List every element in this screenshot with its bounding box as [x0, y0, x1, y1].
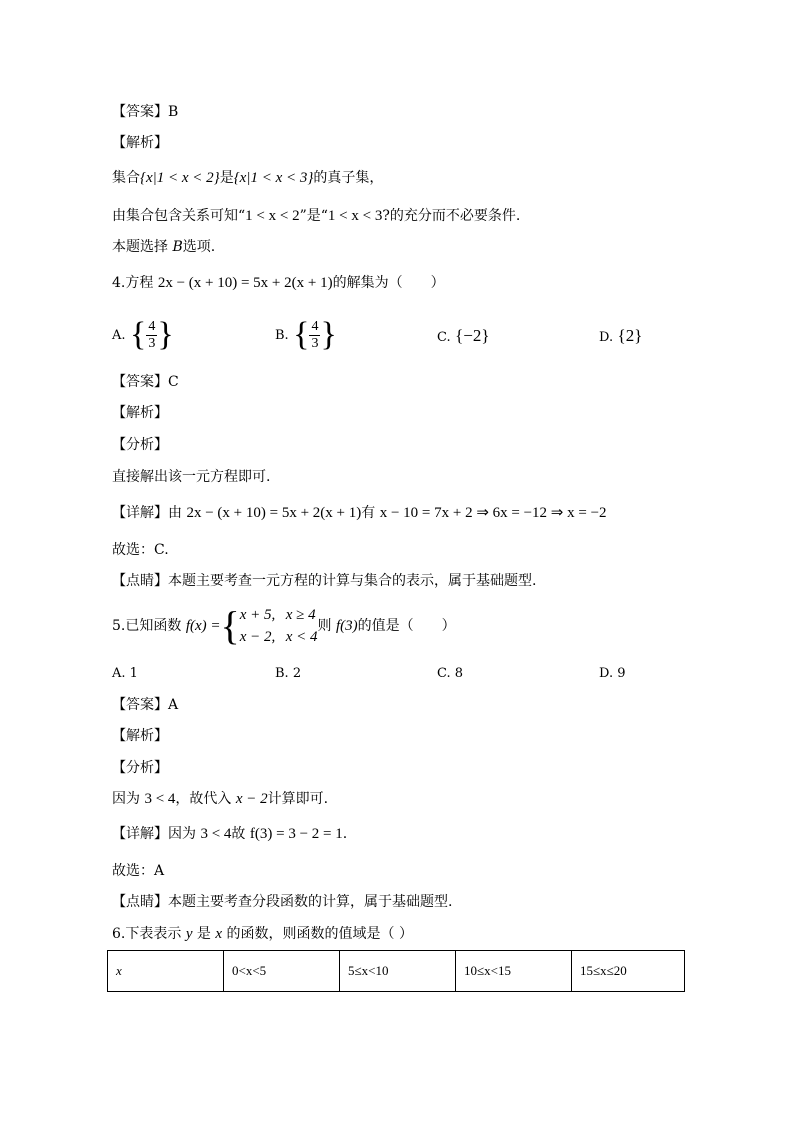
text: 由集合包含关系可知“: [112, 208, 246, 224]
math-inequality: 3 < 4: [200, 826, 232, 842]
denominator: 3: [311, 335, 319, 351]
case-condition: x ≥ 4: [285, 607, 316, 623]
text: ，故代入: [175, 791, 236, 807]
q4-fenxi-text: 直接解出该一元方程即可.: [112, 469, 271, 485]
table-cell: 5≤x<10: [340, 951, 456, 992]
q4-option-a: [112, 318, 174, 353]
math-set: {x|1 < x < 3}: [233, 170, 314, 186]
math-inequality: 1 < x < 3: [327, 208, 383, 224]
text: 有: [361, 505, 380, 521]
case-row: [240, 604, 318, 626]
text: 的解集为（ ）: [332, 275, 445, 291]
case-expression: x + 5,: [239, 607, 276, 623]
text: 则: [317, 618, 336, 634]
q5-fenxi-heading: 【分析】: [112, 760, 168, 776]
brace: {: [293, 316, 310, 353]
q3-analysis-heading: 【解析】: [112, 135, 168, 151]
option-label: D.: [599, 330, 614, 345]
q5-option-b: B. 2: [275, 666, 302, 681]
case-expression: x − 2,: [239, 629, 276, 645]
denominator: 3: [148, 335, 156, 351]
table-cell: x: [108, 951, 224, 992]
q4-analysis-heading: 【解析】: [112, 405, 168, 421]
option-label: C.: [437, 330, 451, 345]
q6-stem: [112, 924, 413, 944]
text: 的函数，则函数的值域是（ ）: [222, 926, 413, 942]
brace: {: [129, 316, 147, 353]
brace: }: [157, 316, 174, 353]
q5-fenxi-text: [112, 789, 328, 809]
case-row: [240, 626, 318, 648]
brace: }: [320, 316, 337, 353]
text: 【详解】由: [112, 505, 187, 521]
math-equation: 2x − (x + 10) = 5x + 2(x + 1): [157, 275, 333, 291]
q4-comment: 【点睛】本题主要考查一元方程的计算与集合的表示，属于基础题型.: [112, 573, 537, 589]
text: 是: [192, 926, 216, 942]
text: 是: [219, 170, 234, 186]
math-equation: x − 10 = 7x + 2 ⇒ 6x = −12 ⇒ x = −2: [379, 505, 607, 521]
q4-option-b: [275, 318, 337, 353]
q5-choose: 故选：A: [112, 863, 165, 879]
table-cell: 10≤x<15: [456, 951, 572, 992]
numerator: 4: [311, 318, 319, 334]
option-value: {−2}: [455, 326, 490, 345]
piecewise-cases: [240, 604, 318, 648]
option-value: {2}: [617, 326, 643, 345]
math-variable: x: [215, 926, 223, 942]
q5-detail: [112, 824, 347, 844]
q4-detail: [112, 503, 607, 523]
q3-answer: 【答案】B: [112, 104, 179, 120]
math-function: f(x) =: [185, 618, 221, 634]
text: 故: [231, 826, 250, 842]
math-set: {x|1 < x < 2}: [140, 170, 220, 186]
text: 计算即可.: [267, 791, 329, 807]
math-expression: x − 2: [235, 791, 268, 807]
text: 本题选择: [112, 239, 173, 255]
q6-value-table: [107, 950, 685, 992]
q3-analysis-line1: [112, 168, 383, 188]
math-variable: y: [185, 926, 193, 942]
q5-answer: 【答案】A: [112, 697, 179, 713]
text: 集合: [112, 170, 140, 186]
q4-option-d: [599, 326, 642, 348]
text: 6.下表表示: [112, 926, 186, 942]
math-letter: B: [172, 239, 183, 255]
text: 因为: [112, 791, 145, 807]
q4-choose: 故选：C.: [112, 542, 169, 558]
math-inequality: 1 < x < 2: [245, 208, 300, 224]
q5-option-a: A. 1: [112, 666, 138, 681]
math-equation: f(3) = 3 − 2 = 1: [249, 826, 343, 842]
table-cell: 0<x<5: [224, 951, 340, 992]
math-function: f(3): [335, 618, 358, 634]
q4-answer: 【答案】C: [112, 374, 179, 390]
q5-option-d: D. 9: [599, 666, 626, 681]
text: 4.方程: [112, 275, 158, 291]
numerator: 4: [148, 318, 156, 334]
option-label: B.: [275, 328, 289, 343]
q3-analysis-line3: [112, 237, 215, 257]
case-condition: x < 4: [285, 629, 318, 645]
brace: {: [220, 603, 240, 648]
table-cell: 15≤x≤20: [572, 951, 685, 992]
math-equation: 2x − (x + 10) = 5x + 2(x + 1): [186, 505, 362, 521]
fraction: [309, 319, 320, 352]
text: 5.已知函数: [112, 618, 186, 634]
text: .: [342, 826, 348, 842]
text: 选项.: [182, 239, 216, 255]
math-inequality: 3 < 4: [144, 791, 176, 807]
text: 的真子集，: [313, 170, 384, 186]
q5-analysis-heading: 【解析】: [112, 728, 168, 744]
q4-fenxi-heading: 【分析】: [112, 437, 168, 453]
q5-comment: 【点睛】本题主要考查分段函数的计算，属于基础题型.: [112, 894, 453, 910]
q5-option-c: C. 8: [437, 666, 464, 681]
q3-analysis-line2: [112, 206, 520, 226]
text: ?的充分而不必要条件.: [382, 208, 521, 224]
q4-stem: [112, 273, 445, 293]
text: 【详解】因为: [112, 826, 201, 842]
option-label: A.: [112, 328, 126, 343]
text: ”是“: [299, 208, 328, 224]
text: 的值是（ ）: [357, 618, 456, 634]
q5-stem: [112, 604, 456, 648]
table-row: [108, 951, 685, 992]
q4-option-c: [437, 326, 490, 348]
fraction: [146, 319, 157, 352]
